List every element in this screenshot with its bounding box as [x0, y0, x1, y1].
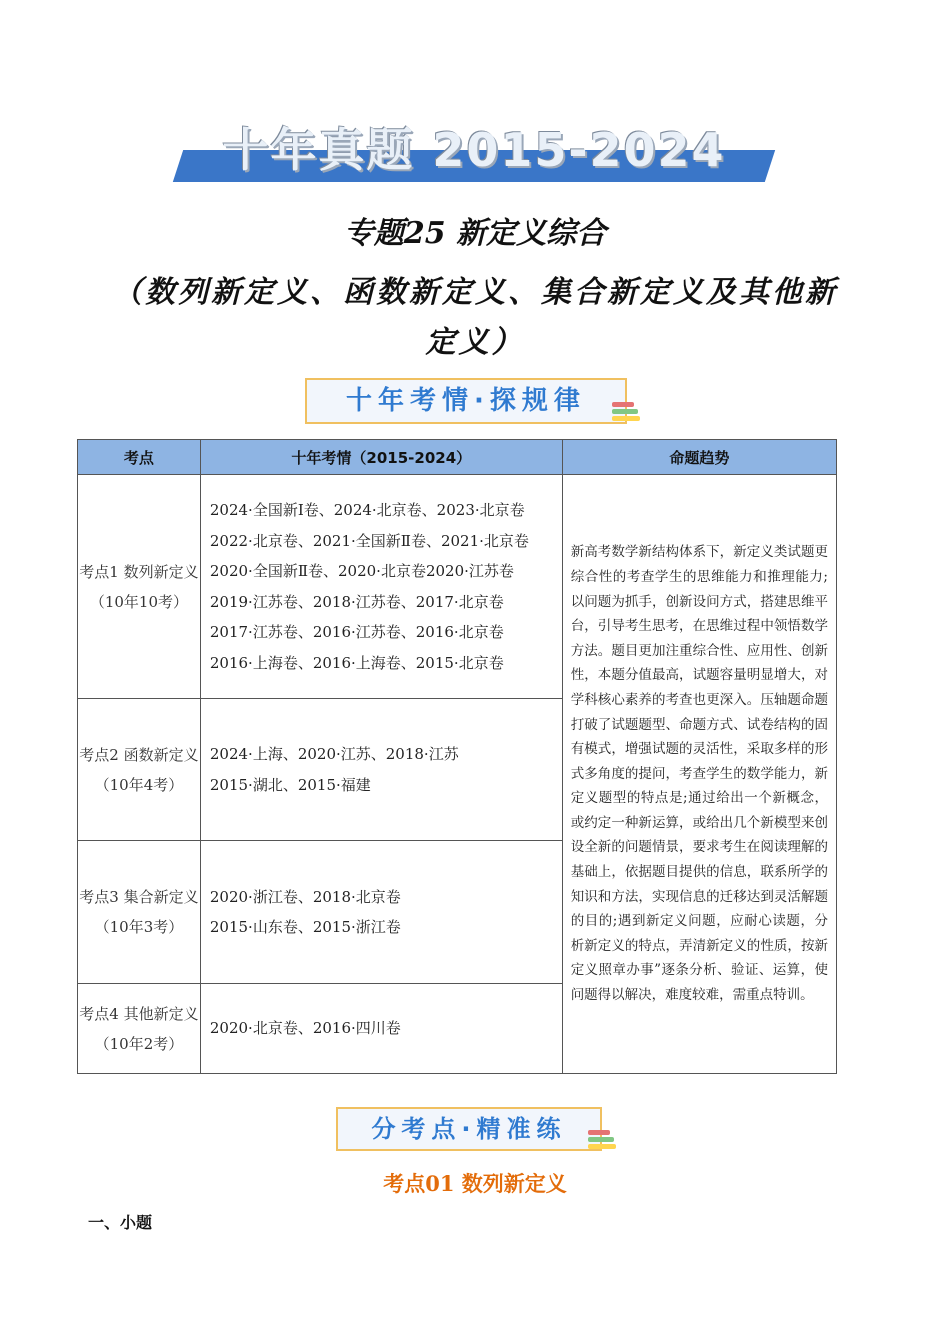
- header-trend: 命题趋势: [562, 440, 836, 475]
- history-line: 2024·全国新Ⅰ卷、2024·北京卷、2023·北京卷: [209, 501, 525, 519]
- history-line: 2020·浙江卷、2018·北京卷: [209, 887, 401, 906]
- history-line: 2020·全国新Ⅱ卷、2020·北京卷2020·江苏卷: [209, 562, 514, 580]
- table-header-row: [78, 440, 837, 475]
- history-cell: [200, 475, 562, 699]
- point-cell: 考点2 函数新定义（10年4考）: [78, 699, 201, 841]
- history-cell: [200, 984, 562, 1074]
- page-subtitle: （数列新定义、函数新定义、集合新定义及其他新定义）: [112, 275, 838, 360]
- top-banner: [178, 112, 770, 184]
- history-line: 2019·江苏卷、2018·江苏卷、2017·北京卷: [209, 592, 504, 611]
- page-title: 专题25 新定义综合: [343, 216, 607, 251]
- point-cell: 考点4 其他新定义（10年2考）: [78, 984, 201, 1074]
- books-icon: [612, 402, 640, 423]
- subsection-heading: 一、小题: [88, 1213, 153, 1232]
- overview-tag: 十年考情·探规律: [305, 378, 627, 424]
- trend-cell: 新高考数学新结构体系下，新定义类试题更综合性的考查学生的思维能力和推理能力;以问题为抓手，创新设问方式，搭建思维平台，引导考生思考，在思维过程中领悟数学方法。题目更加注重综合性、应用性、创新性，本题分值最高，试题容量明显增大，对学科核心素养的考查也更深入。压轴题命题打破了试题题型、命题方式、试卷结构的固有模式，增强试题的灵活性，采取多样的形式多角度的提问，考查学生的数学能力，新定义题型的特点是;通过给出一个新概念，或约定一种新运算，或给出几个新模型来创设全新的问题情景，要求考生在阅读理解的基础上，依据题目提供的信息，联系所学的知识和方法，实现信息的迁移达到灵活解题的目的;遇到新定义问题，应耐心读题，分析新定义的特点，弄清新定义的性质，按新定义照章办事”逐条分析、验证、运算，使问题得以解决，难度较难，需重点特训。: [562, 475, 836, 1074]
- exam-overview-table: [77, 439, 837, 1074]
- history-cell: [200, 699, 562, 841]
- header-history: 十年考情（2015-2024）: [200, 440, 562, 475]
- table-row: [78, 475, 837, 699]
- point-cell: 考点1 数列新定义（10年10考）: [78, 475, 201, 699]
- history-line: 2020·北京卷、2016·四川卷: [209, 1019, 401, 1038]
- history-line: 2024·上海、2020·江苏、2018·江苏: [209, 745, 459, 763]
- point-cell: 考点3 集合新定义（10年3考）: [78, 841, 201, 984]
- banner-title: 十年真题 2015-2024: [222, 123, 726, 177]
- history-line: 2015·山东卷、2015·浙江卷: [209, 918, 401, 936]
- header-point: 考点: [78, 440, 201, 475]
- history-line: 2017·江苏卷、2016·江苏卷、2016·北京卷: [209, 623, 504, 641]
- practice-tag: 分考点·精准练: [336, 1107, 602, 1151]
- history-line: 2022·北京卷、2021·全国新Ⅱ卷、2021·北京卷: [209, 531, 529, 550]
- section-title: 考点01 数列新定义: [383, 1171, 567, 1196]
- history-line: 2015·湖北、2015·福建: [209, 775, 371, 794]
- history-line: 2016·上海卷、2016·上海卷、2015·北京卷: [209, 653, 504, 672]
- history-cell: [200, 841, 562, 984]
- books-icon: [588, 1130, 616, 1151]
